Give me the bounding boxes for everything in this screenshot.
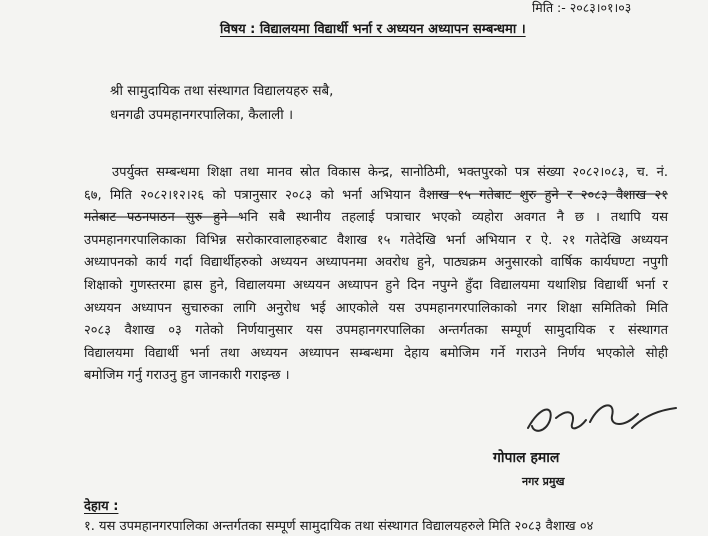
annex-heading: देहाय : [84,499,119,514]
body-line: ६७, मिति २०८२।१२।२६ को पत्रानुसार २०८३ को भर्ना अभियान वैशाख १५ गतेबाट शुरु हुने र २०८३ वैशाख २१ [84,187,668,203]
body-line: अध्यापनको कार्य गर्दा विद्यार्थीहरुको अध्ययन अध्यापनमा अवरोध हुने, पाठ्यक्रम अनुसारको वार्षिक कार्यघण्टा नपुगी [84,255,668,271]
signatory-title: नगर प्रमुख [522,475,565,488]
body-line: बमोजिम गर्नु गराउनु हुन जानकारी गराइन्छ । [84,368,290,384]
body-line: गतेबाट पठनपाठन सुरु हुने भनि सबै स्थानीय तहलाई पत्राचार भएको व्यहोरा अवगत नै छ । तथापि यस [84,210,668,226]
body-line: अध्ययन अध्यापन सुचारुका लागि अनुरोध भई आएकोले यस उपमहानगरपालिकाको नगर शिक्षा समितिको मिति [84,300,668,316]
addressee-line-1: श्री सामुदायिक तथा संस्थागत विद्यालयहरु सबै, [110,84,334,99]
addressee-line-2: धनगढी उपमहानगरपालिका, कैलाली । [110,108,294,123]
letter-subject: विषय : विद्यालयमा विद्यार्थी भर्ना र अध्ययन अध्यापन सम्बन्धमा । [220,22,526,37]
body-line: विद्यालयमा विद्यार्थी भर्ना तथा अध्ययन अध्यापन सम्बन्धमा देहाय बमोजिम गर्ने गराउने निर्णय भएकोले सोही [84,345,668,361]
signatory-name: गोपाल हमाल [493,450,560,466]
body-line: उपमहानगरपालिकाका विभिन्न सरोकारवालाहरुबाट वैशाख १५ गतेदेखि भर्ना अभियान र ऐ. २१ गतेदेखि अध्ययन [84,232,668,248]
annex-item-1: १. यस उपमहानगरपालिका अन्तर्गतका सम्पूर्ण सामुदायिक तथा संस्थागत विद्यालयहरुले मिति २०८३ वैशाख ०४ [84,519,594,534]
signature-scribble [520,398,680,446]
letter-date: मिति :- २०८३।०१।०३ [532,0,632,15]
body-line: शिक्षाको गुणस्तरमा ह्रास हुने, विद्यालयमा अध्ययन अध्यापन हुने दिन नपुग्ने हुँदा विद्यालयमा यथाशिघ्र विद्यार्थी भर्ना र [84,277,668,293]
body-line: २०८३ वैशाख ०३ गतेको निर्णयानुसार यस उपमहानगरपालिका अन्तर्गतका सम्पूर्ण सामुदायिक र संस्थागत [84,323,668,339]
body-line: उपर्युक्त सम्बन्धमा शिक्षा तथा मानव स्रोत विकास केन्द्र, सानोठिमी, भक्तपुरको पत्र संख्या २०८२।०८३, च. नं. [112,165,668,180]
